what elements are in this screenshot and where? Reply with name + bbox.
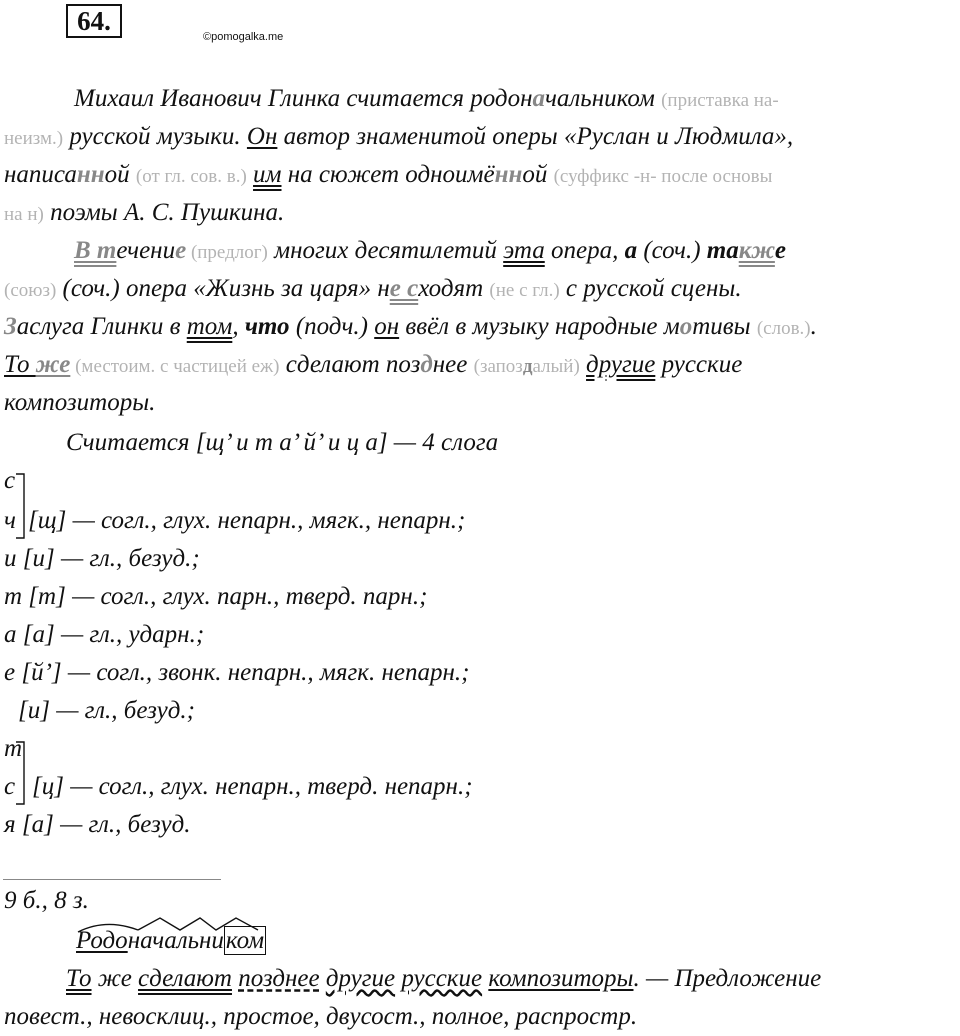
phonetic-row: я [а] — гл., безуд. — [4, 811, 191, 838]
phonetic-row: е [й’] — согл., звонк. непарн., мягк. непарн.; — [4, 659, 470, 686]
letter-sound-count: 9 б., 8 з. — [4, 887, 89, 914]
watermark: ©pomogalka.me — [203, 31, 284, 43]
text-line: на н) поэмы А. С. Пушкина. — [4, 199, 285, 226]
root: Родона — [76, 927, 153, 954]
morpheme-marks — [76, 916, 296, 934]
phonetic-row: и [и] — гл., безуд.; — [4, 545, 200, 572]
phonetic-row: с — [4, 467, 16, 494]
text-line: Михаил Иванович Глинка считается родоначальником (приставка на- — [74, 85, 779, 112]
text-line: (союз) (соч.) опера «Жизнь за царя» не сходят (не с гл.) с русской сцены. — [4, 275, 742, 302]
divider — [3, 879, 221, 880]
text-line: неизм.) русской музыки. Он автор знаменитой оперы «Руслан и Людмила», — [4, 123, 794, 150]
text-line: В течение (предлог) многих десятилетий эта опера, а (соч.) также — [74, 237, 786, 264]
brace-bracket — [14, 740, 28, 806]
phonetic-header: Считается [щ’ и т а’ й’ и ц а] — 4 слога — [66, 429, 499, 456]
suffix: чальни — [152, 927, 224, 954]
phonetic-row: [ц] — согл., глух. непарн., тверд. непарн.; — [32, 773, 473, 800]
phonetic-row: а [а] — гл., ударн.; — [4, 621, 205, 648]
analysis-line: То же сделают позднее другие русские композиторы. — Предложение — [66, 965, 822, 992]
phonetic-row: ч — [4, 507, 16, 534]
text-line: написанной (от гл. сов. в.) им на сюжет одноимённой (суффикс -н- после основы — [4, 161, 773, 188]
phonetic-row: с — [4, 773, 16, 800]
analysis-line: повест., невосклиц., простое, двусост., полное, распростр. — [4, 1003, 638, 1030]
text-line: Заслуга Глинки в том, что (подч.) он ввёл в музыку народные мотивы (слов.). — [4, 313, 817, 340]
ending-box: ком — [225, 927, 265, 954]
phonetic-row: т [т] — согл., глух. парн., тверд. парн.; — [4, 583, 428, 610]
text-line: композиторы. — [4, 389, 156, 416]
phonetic-row: [и] — гл., безуд.; — [18, 697, 195, 724]
text-line: То же (местоим. с частицей еж) сделают позднее (запоздалый) другие русские — [4, 351, 743, 378]
phonetic-row: [щ] — согл., глух. непарн., мягк., непарн.; — [28, 507, 466, 534]
phonetic-row: т — [4, 735, 23, 762]
brace-bracket — [14, 472, 28, 540]
task-number: 64. — [66, 4, 122, 38]
